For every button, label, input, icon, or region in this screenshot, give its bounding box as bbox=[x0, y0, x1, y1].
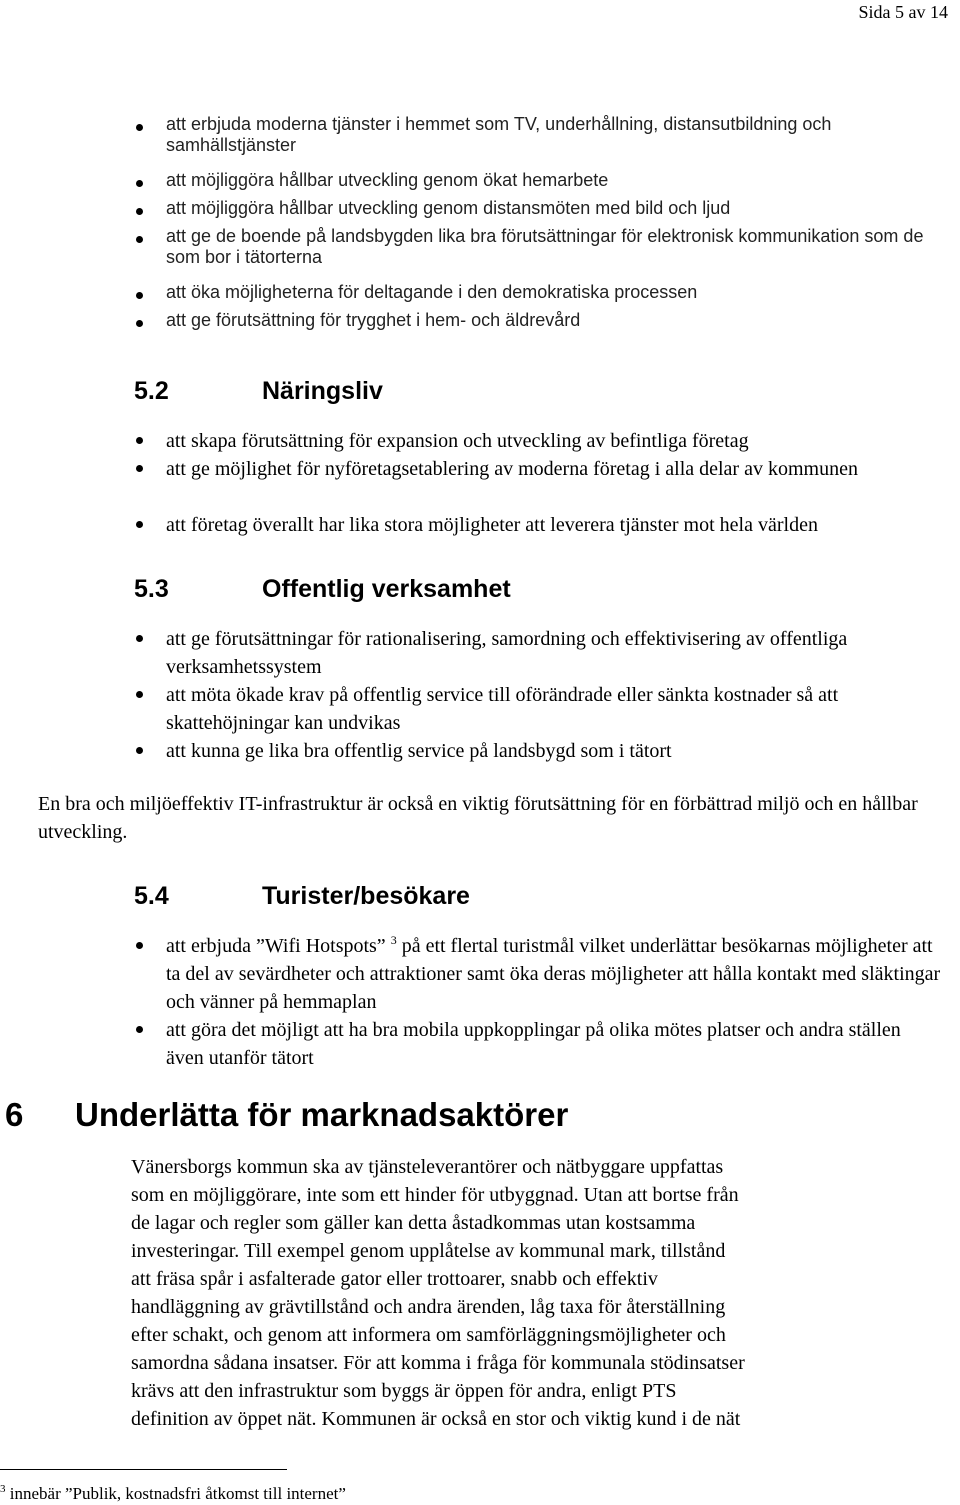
list-item: att skapa förutsättning för expansion och utveckling av befintliga företag bbox=[166, 427, 956, 455]
naringsliv-bullet-list bbox=[166, 427, 956, 539]
footnote bbox=[0, 1483, 346, 1505]
list-item: att ge förutsättningar för rationalisering, samordning och effektivisering av offentliga verksamhetssystem bbox=[166, 625, 956, 681]
section-title: Offentlig verksamhet bbox=[262, 575, 511, 603]
chapter-6-paragraph bbox=[131, 1153, 951, 1433]
section-number: 5.3 bbox=[134, 575, 169, 603]
list-item: att ge möjlighet för nyföretagsetablering av moderna företag i alla delar av kommunen bbox=[166, 455, 956, 511]
paragraph-line: efter schakt, och genom att informera om samförläggningsmöjligheter och bbox=[131, 1324, 726, 1346]
list-item: att möjliggöra hållbar utveckling genom ökat hemarbete bbox=[166, 170, 956, 198]
section-number: 5.2 bbox=[134, 377, 169, 405]
intro-bullet-list bbox=[166, 114, 956, 338]
list-item: att erbjuda moderna tjänster i hemmet som TV, underhållning, distansutbildning och samhällstjänster bbox=[166, 114, 956, 170]
section-heading-5-2 bbox=[134, 377, 383, 406]
paragraph-line: krävs att den infrastruktur som byggs är öppen för andra, enligt PTS bbox=[131, 1380, 677, 1402]
bullet-text: att erbjuda ”Wifi Hotspots” bbox=[166, 935, 386, 957]
body-paragraph: En bra och miljöeffektiv IT-infrastruktur är också en viktig förutsättning för en förbättrad miljö och en hållbar utveckling. bbox=[38, 793, 918, 843]
turister-bullet-list bbox=[166, 932, 941, 1072]
bullet-text: på ett flertal turistmål vilket underlättar besökarnas möjligheter att ta del av sevärdheter och attraktioner samt öka deras möjligheter att hålla kontakt med släktingar och vänner på hemmaplan bbox=[166, 935, 941, 1013]
paragraph-line: som en möjliggörare, inte som ett hinder för utbyggnad. Utan att bortse från bbox=[131, 1184, 739, 1206]
paragraph-line: att fräsa spår i asfalterade gator eller trottoarer, snabb och effektiv bbox=[131, 1268, 658, 1290]
chapter-title: Underlätta för marknadsaktörer bbox=[75, 1096, 569, 1133]
list-item: att göra det möjligt att ha bra mobila uppkopplingar på olika mötes platser och andra ställen även utanför tätort bbox=[166, 1016, 941, 1072]
list-item: att ge de boende på landsbygden lika bra förutsättningar för elektronisk kommunikation som de som bor i tätorterna bbox=[166, 226, 956, 282]
footnote-marker: 3 bbox=[0, 1483, 6, 1495]
paragraph-line: handläggning av grävtillstånd och andra ärenden, låg taxa för återställning bbox=[131, 1296, 726, 1318]
paragraph-line: definition av öppet nät. Kommunen är också en stor och viktig kund i de nät bbox=[131, 1408, 741, 1430]
list-item: att kunna ge lika bra offentlig service på landsbygd som i tätort bbox=[166, 737, 956, 765]
footnote-divider bbox=[0, 1469, 287, 1470]
footnote-reference[interactable]: 3 bbox=[390, 933, 397, 947]
list-item: att möta ökade krav på offentlig service till oförändrade eller sänkta kostnader så att skattehöjningar kan undvikas bbox=[166, 681, 956, 737]
paragraph-line: de lagar och regler som gäller kan detta åstadkommas utan kostsamma bbox=[131, 1212, 696, 1234]
section-title: Näringsliv bbox=[262, 377, 383, 405]
list-item: att möjliggöra hållbar utveckling genom distansmöten med bild och ljud bbox=[166, 198, 956, 226]
footnote-text: innebär ”Publik, kostnadsfri åtkomst till internet” bbox=[9, 1484, 346, 1503]
chapter-number: 6 bbox=[5, 1096, 24, 1133]
list-item: att företag överallt har lika stora möjligheter att leverera tjänster mot hela världen bbox=[166, 511, 956, 539]
chapter-heading-6 bbox=[5, 1096, 568, 1134]
section-number: 5.4 bbox=[134, 882, 169, 910]
section-heading-5-4 bbox=[134, 882, 470, 911]
offentlig-bullet-list bbox=[166, 625, 956, 765]
paragraph-line: Vänersborgs kommun ska av tjänsteleverantörer och nätbyggare uppfattas bbox=[131, 1156, 724, 1178]
paragraph-line: investeringar. Till exempel genom upplåtelse av kommunal mark, tillstånd bbox=[131, 1240, 726, 1262]
list-item bbox=[166, 932, 941, 1016]
section-title: Turister/besökare bbox=[262, 882, 470, 910]
paragraph-line: samordna sådana insatser. För att komma i fråga för kommunala stödinsatser bbox=[131, 1352, 745, 1374]
page-number: Sida 5 av 14 bbox=[858, 2, 948, 22]
list-item: att ge förutsättning för trygghet i hem- och äldrevård bbox=[166, 310, 956, 338]
list-item: att öka möjligheterna för deltagande i den demokratiska processen bbox=[166, 282, 956, 310]
section-heading-5-3 bbox=[134, 575, 511, 604]
